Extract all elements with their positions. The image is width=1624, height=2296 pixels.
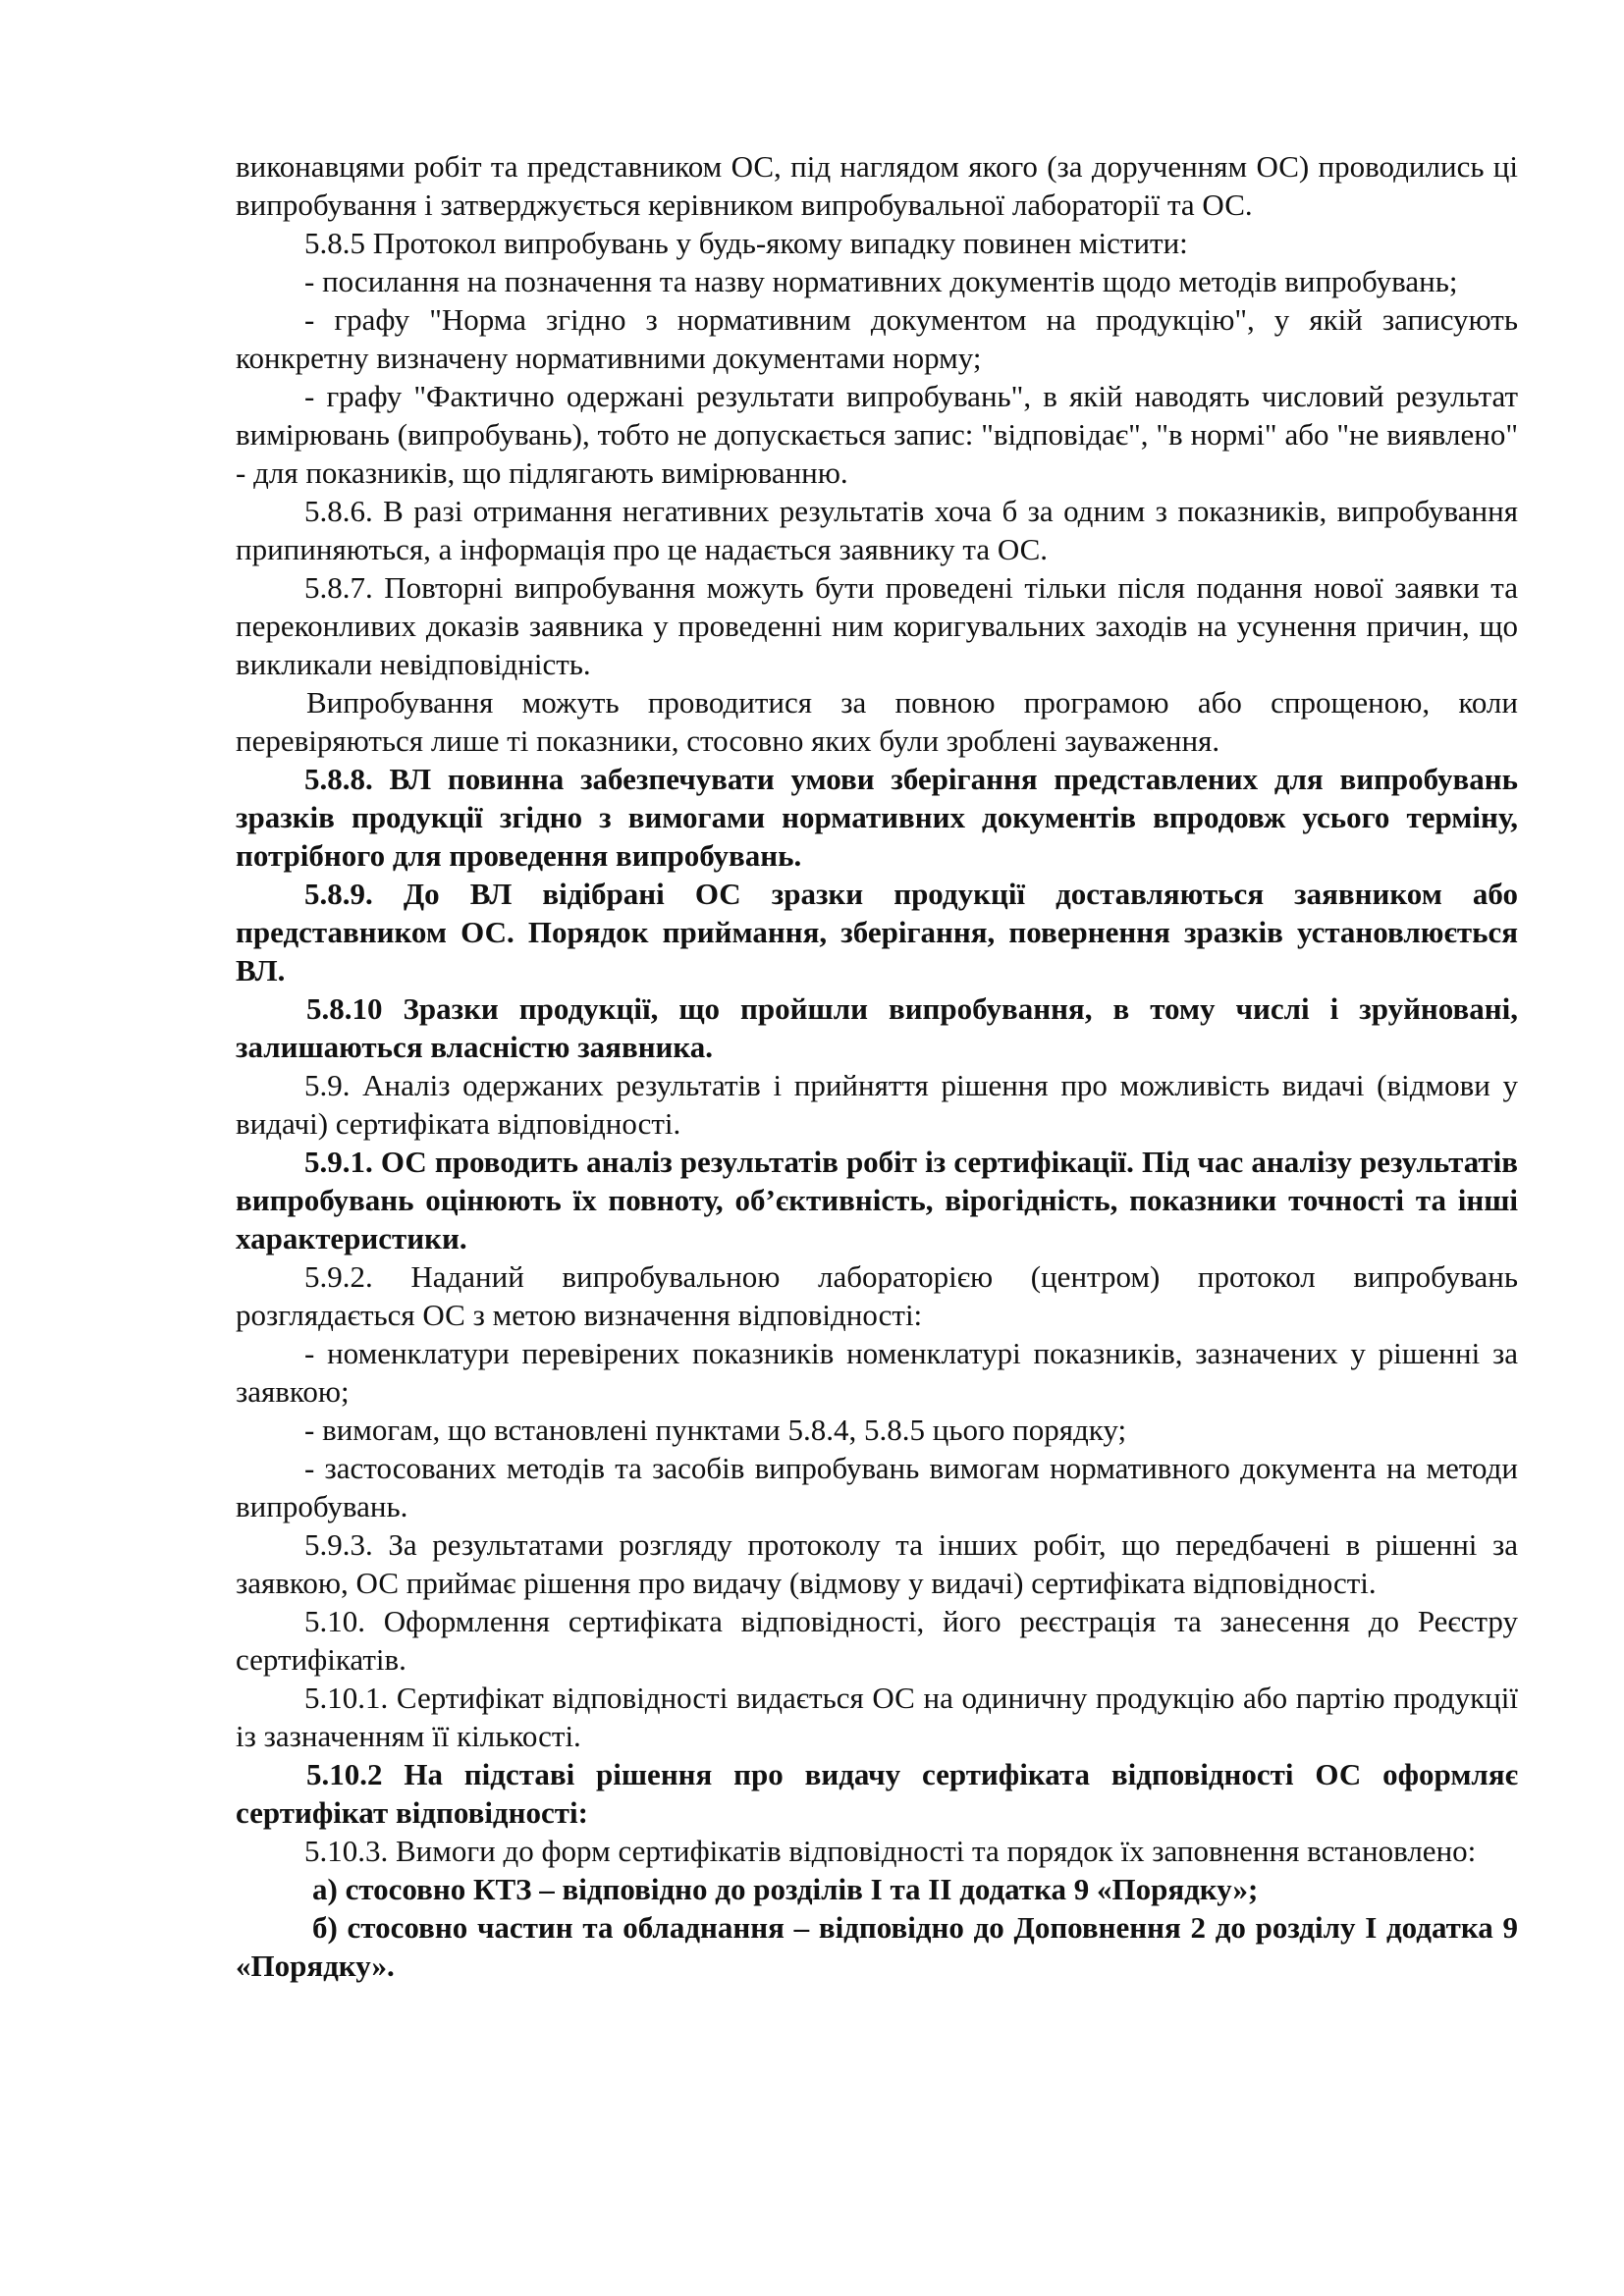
paragraph: 5.9. Аналіз одержаних результатів і прийняття рішення про можливість видачі (відмови у видачі) сертифіката відповідності. — [236, 1068, 1518, 1141]
paragraph: 5.8.5 Протокол випробувань у будь-якому випадку повинен містити: — [304, 226, 1188, 260]
paragraph: 5.10.3. Вимоги до форм сертифікатів відповідності та порядок їх заповнення встановлено: — [304, 1834, 1477, 1868]
paragraph: а) стосовно КТЗ – відповідно до розділів I та II додатка 9 «Порядку»; — [312, 1872, 1259, 1906]
paragraph: б) стосовно частин та обладнання – відповідно до Доповнення 2 до розділу I додатка 9 «Порядку». — [236, 1910, 1518, 1983]
paragraph: 5.9.3. За результатами розгляду протоколу та інших робіт, що передбачені в рішенні за заявкою, ОС приймає рішення про видачу (відмову у видачі) сертифіката відповідності. — [236, 1527, 1518, 1600]
document-body — [236, 147, 1518, 1985]
paragraph: 5.9.1. ОС проводить аналіз результатів робіт із сертифікації. Під час аналізу результатів випробувань оцінюють їх повноту, об’єктивність, вірогідність, показники точності та інші характеристики. — [236, 1145, 1518, 1255]
paragraph: виконавцями робіт та представником ОС, під наглядом якого (за дорученням ОС) проводились ці випробування і затверджується керівником випробувальної лабораторії та ОС. — [236, 149, 1518, 222]
paragraph: 5.10.1. Сертифікат відповідності видається ОС на одиничну продукцію або партію продукції із зазначенням її кількості. — [236, 1681, 1518, 1753]
paragraph: - застосованих методів та засобів випробувань вимогам нормативного документа на методи випробувань. — [236, 1451, 1518, 1523]
paragraph: 5.10. Оформлення сертифіката відповідності, його реєстрація та занесення до Реєстру сертифікатів. — [236, 1604, 1518, 1677]
paragraph: 5.10.2 На підставі рішення про видачу сертифіката відповідності ОС оформляє сертифікат відповідності: — [236, 1757, 1518, 1830]
paragraph: 5.8.6. В разі отримання негативних результатів хоча б за одним з показників, випробування припиняються, а інформація про це надається заявнику та ОС. — [236, 494, 1518, 566]
paragraph: 5.8.10 Зразки продукції, що пройшли випробування, в тому числі і зруйновані, залишаються власністю заявника. — [236, 991, 1518, 1064]
paragraph: - графу "Норма згідно з нормативним документом на продукцію", у якій записують конкретну визначену нормативними документами норму; — [236, 302, 1518, 375]
paragraph: 5.8.9. До ВЛ відібрані ОС зразки продукції доставляються заявником або представником ОС. Порядок приймання, зберігання, повернення зразків установлюється ВЛ. — [236, 877, 1518, 988]
paragraph: - посилання на позначення та назву нормативних документів щодо методів випробувань; — [304, 264, 1458, 298]
paragraph: 5.8.7. Повторні випробування можуть бути проведені тільки після подання нової заявки та переконливих доказів заявника у проведенні ним коригувальних заходів на усунення причин, що викликали невідповідність. — [236, 570, 1518, 681]
paragraph: 5.8.8. ВЛ повинна забезпечувати умови зберігання представлених для випробувань зразків продукції згідно з вимогами нормативних документів впродовж усього терміну, потрібного для проведення випробувань. — [236, 762, 1518, 873]
paragraph: - номенклатури перевірених показників номенклатурі показників, зазначених у рішенні за заявкою; — [236, 1336, 1518, 1409]
paragraph: - графу "Фактично одержані результати випробувань", в якій наводять числовий результат вимірювань (випробувань), тобто не допускається запис: "відповідає", "в нормі" або "не виявлено" - для показників, що підлягають вимірюванню. — [236, 379, 1518, 490]
paragraph: Випробування можуть проводитися за повною програмою або спрощеною, коли перевіряються лише ті показники, стосовно яких були зроблені зауваження. — [236, 685, 1518, 758]
paragraph: - вимогам, що встановлені пунктами 5.8.4, 5.8.5 цього порядку; — [304, 1413, 1127, 1447]
paragraph: 5.9.2. Наданий випробувальною лабораторією (центром) протокол випробувань розглядається ОС з метою визначення відповідності: — [236, 1259, 1518, 1332]
